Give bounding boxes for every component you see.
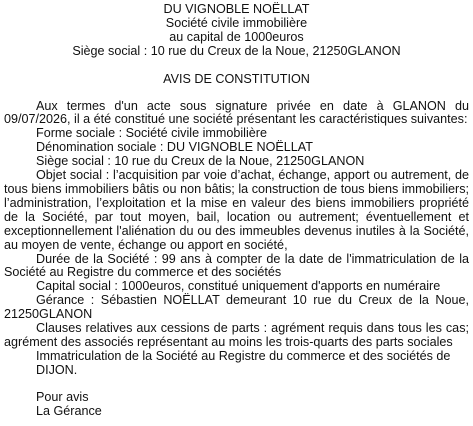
company-capital: au capital de 1000euros — [169, 29, 304, 44]
company-denomination-line: Dénomination sociale : DU VIGNOBLE NOËLLAT — [36, 140, 313, 155]
company-name: DU VIGNOBLE NOËLLAT — [163, 2, 310, 16]
headquarters-line: Siège social : 10 rue du Creux de la Noue, 21250GLANON — [36, 154, 365, 169]
signature-line: La Gérance — [36, 403, 102, 418]
company-type: Société civile immobilière — [165, 15, 308, 30]
duration-paragraph: Durée de la Société : 99 ans à compter de la date de l'immatriculation de la Société au Registre du commerce et des sociétés — [4, 251, 469, 280]
notice-title: AVIS DE CONSTITUTION — [163, 71, 310, 86]
share-transfer-clauses-paragraph: Clauses relatives aux cessions de parts : agrément requis dans tous les cas; agrément des associés représentant au moins les trois-quarts des parts sociales — [4, 321, 469, 349]
legal-form-line: Forme sociale : Société civile immobilière — [36, 126, 267, 141]
pour-avis-line: Pour avis — [36, 389, 89, 404]
spacer — [4, 378, 469, 391]
management-paragraph: Gérance : Sébastien NOËLLAT demeurant 10 rue du Creux de la Noue, 21250GLANON — [4, 293, 469, 322]
intro-paragraph: Aux termes d'un acte sous signature privée en date à GLANON du 09/07/2026, il a été constitué une société présentant les caractéristiques suivantes: — [4, 98, 469, 127]
corporate-purpose-paragraph: Objet social : l’acquisition par voie d’achat, échange, apport ou autrement, de tous biens immobiliers bâtis ou non bâtis; la construction de tous biens immobiliers; l’administration, l’exploitation et la mise en valeur des biens immobiliers propriété de la Société, par tout moyen, bail, location ou autrement; éventuellement et exceptionnellement l'aliénation du ou des immeubles devenus inutiles à la Société, au moyen de vente, échange ou apport en société, — [4, 168, 469, 252]
company-headquarters: Siège social : 10 rue du Creux de la Noue, 21250GLANON — [72, 43, 401, 58]
spacer — [4, 59, 469, 73]
registration-line: Immatriculation de la Société au Registre du commerce et des sociétés de DIJON. — [36, 348, 451, 377]
share-capital-line: Capital social : 1000euros, constitué uniquement d'apports en numéraire — [36, 279, 441, 294]
spacer — [4, 87, 469, 100]
